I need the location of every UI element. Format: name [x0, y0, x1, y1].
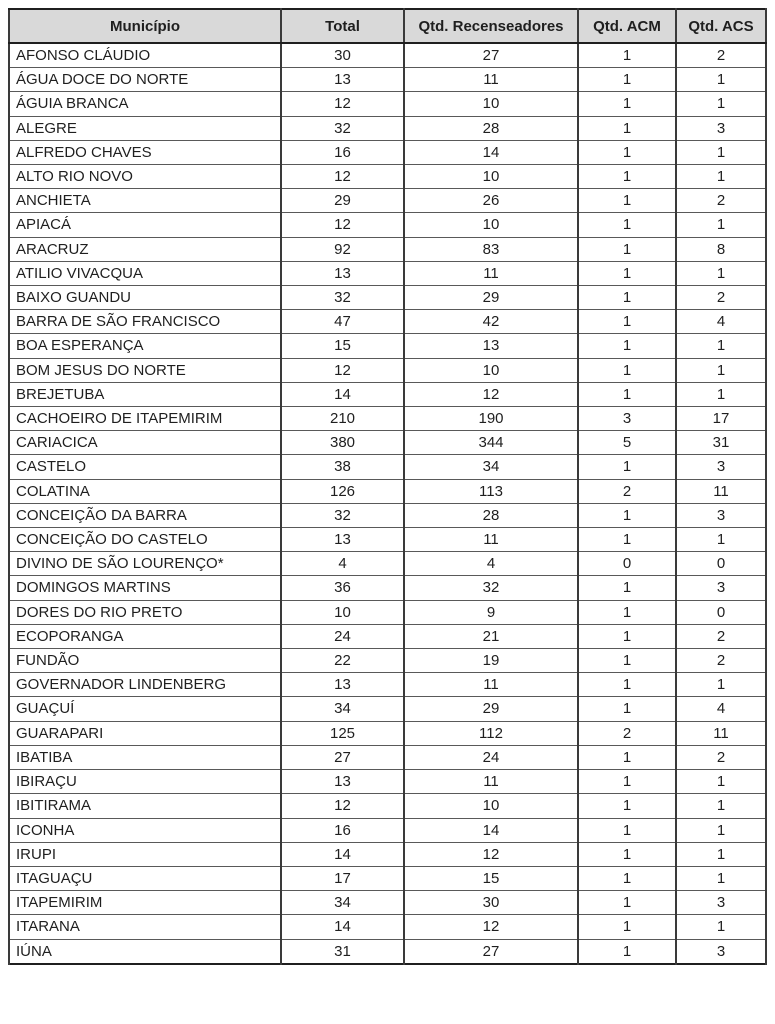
qtd-recenseadores-cell: 11 — [404, 770, 578, 794]
table-row — [9, 213, 766, 237]
total-cell: 13 — [281, 528, 404, 552]
qtd-recenseadores-cell: 10 — [404, 92, 578, 116]
table-row — [9, 189, 766, 213]
total-cell: 92 — [281, 237, 404, 261]
table-row — [9, 310, 766, 334]
qtd-acs-cell: 3 — [676, 891, 766, 915]
total-cell: 34 — [281, 891, 404, 915]
table-row — [9, 915, 766, 939]
municipality-cell: ATILIO VIVACQUA — [9, 261, 281, 285]
municipality-cell: FUNDÃO — [9, 649, 281, 673]
qtd-acs-cell: 4 — [676, 697, 766, 721]
table-row — [9, 649, 766, 673]
table-row — [9, 794, 766, 818]
qtd-acs-cell: 0 — [676, 552, 766, 576]
municipality-cell: BOM JESUS DO NORTE — [9, 358, 281, 382]
qtd-acm-cell: 1 — [578, 358, 676, 382]
qtd-recenseadores-cell: 190 — [404, 407, 578, 431]
qtd-recenseadores-cell: 10 — [404, 358, 578, 382]
qtd-acs-cell: 1 — [676, 770, 766, 794]
table-row — [9, 431, 766, 455]
total-cell: 31 — [281, 939, 404, 964]
qtd-recenseadores-cell: 10 — [404, 794, 578, 818]
municipality-cell: ARACRUZ — [9, 237, 281, 261]
municipality-cell: DIVINO DE SÃO LOURENÇO* — [9, 552, 281, 576]
municipality-cell: IRUPI — [9, 842, 281, 866]
column-header-total: Total — [281, 9, 404, 43]
qtd-recenseadores-cell: 344 — [404, 431, 578, 455]
municipality-census-table — [8, 8, 767, 965]
municipality-cell: BAIXO GUANDU — [9, 286, 281, 310]
qtd-acm-cell: 1 — [578, 382, 676, 406]
municipality-cell: ANCHIETA — [9, 189, 281, 213]
total-cell: 47 — [281, 310, 404, 334]
qtd-recenseadores-cell: 14 — [404, 818, 578, 842]
table-row — [9, 261, 766, 285]
qtd-acm-cell: 1 — [578, 237, 676, 261]
municipality-cell: BREJETUBA — [9, 382, 281, 406]
qtd-recenseadores-cell: 42 — [404, 310, 578, 334]
qtd-acs-cell: 3 — [676, 939, 766, 964]
qtd-acm-cell: 1 — [578, 189, 676, 213]
municipality-cell: ECOPORANGA — [9, 624, 281, 648]
qtd-acs-cell: 3 — [676, 455, 766, 479]
total-cell: 16 — [281, 818, 404, 842]
table-row — [9, 43, 766, 68]
qtd-acm-cell: 1 — [578, 334, 676, 358]
qtd-acm-cell: 0 — [578, 552, 676, 576]
header-row — [9, 9, 766, 43]
table-row — [9, 745, 766, 769]
total-cell: 380 — [281, 431, 404, 455]
qtd-acs-cell: 1 — [676, 213, 766, 237]
total-cell: 13 — [281, 68, 404, 92]
qtd-acm-cell: 1 — [578, 891, 676, 915]
qtd-recenseadores-cell: 11 — [404, 261, 578, 285]
total-cell: 12 — [281, 213, 404, 237]
qtd-acs-cell: 8 — [676, 237, 766, 261]
table-row — [9, 407, 766, 431]
qtd-acs-cell: 1 — [676, 334, 766, 358]
table-row — [9, 68, 766, 92]
municipality-cell: ÁGUIA BRANCA — [9, 92, 281, 116]
table-row — [9, 237, 766, 261]
qtd-acs-cell: 1 — [676, 382, 766, 406]
municipality-cell: CONCEIÇÃO DO CASTELO — [9, 528, 281, 552]
qtd-acs-cell: 1 — [676, 866, 766, 890]
total-cell: 32 — [281, 286, 404, 310]
qtd-acm-cell: 1 — [578, 286, 676, 310]
qtd-acm-cell: 1 — [578, 140, 676, 164]
total-cell: 10 — [281, 600, 404, 624]
municipality-cell: IBATIBA — [9, 745, 281, 769]
qtd-recenseadores-cell: 83 — [404, 237, 578, 261]
column-header-qtd-recenseadores: Qtd. Recenseadores — [404, 9, 578, 43]
municipality-cell: ALFREDO CHAVES — [9, 140, 281, 164]
qtd-acm-cell: 1 — [578, 624, 676, 648]
total-cell: 4 — [281, 552, 404, 576]
municipality-cell: GOVERNADOR LINDENBERG — [9, 673, 281, 697]
qtd-recenseadores-cell: 19 — [404, 649, 578, 673]
qtd-acs-cell: 11 — [676, 479, 766, 503]
table-row — [9, 600, 766, 624]
qtd-acs-cell: 1 — [676, 358, 766, 382]
table-row — [9, 165, 766, 189]
qtd-acs-cell: 3 — [676, 116, 766, 140]
municipality-cell: APIACÁ — [9, 213, 281, 237]
table-row — [9, 116, 766, 140]
table-row — [9, 673, 766, 697]
qtd-acs-cell: 1 — [676, 673, 766, 697]
table-row — [9, 334, 766, 358]
qtd-acm-cell: 2 — [578, 479, 676, 503]
total-cell: 14 — [281, 382, 404, 406]
total-cell: 15 — [281, 334, 404, 358]
qtd-recenseadores-cell: 13 — [404, 334, 578, 358]
table-row — [9, 721, 766, 745]
total-cell: 27 — [281, 745, 404, 769]
table-body — [9, 43, 766, 964]
municipality-cell: GUAÇUÍ — [9, 697, 281, 721]
qtd-acs-cell: 1 — [676, 794, 766, 818]
qtd-recenseadores-cell: 12 — [404, 842, 578, 866]
qtd-acs-cell: 2 — [676, 649, 766, 673]
total-cell: 36 — [281, 576, 404, 600]
qtd-acm-cell: 1 — [578, 261, 676, 285]
municipality-cell: ICONHA — [9, 818, 281, 842]
total-cell: 38 — [281, 455, 404, 479]
table-row — [9, 697, 766, 721]
municipality-cell: IBIRAÇU — [9, 770, 281, 794]
qtd-acs-cell: 1 — [676, 915, 766, 939]
qtd-acs-cell: 1 — [676, 528, 766, 552]
total-cell: 12 — [281, 92, 404, 116]
qtd-acs-cell: 2 — [676, 286, 766, 310]
qtd-acs-cell: 2 — [676, 624, 766, 648]
total-cell: 13 — [281, 261, 404, 285]
column-header-qtd-acm: Qtd. ACM — [578, 9, 676, 43]
municipality-cell: ÁGUA DOCE DO NORTE — [9, 68, 281, 92]
municipality-cell: ALEGRE — [9, 116, 281, 140]
qtd-acs-cell: 0 — [676, 600, 766, 624]
table-row — [9, 866, 766, 890]
table-row — [9, 455, 766, 479]
qtd-acm-cell: 1 — [578, 866, 676, 890]
qtd-acm-cell: 5 — [578, 431, 676, 455]
qtd-recenseadores-cell: 24 — [404, 745, 578, 769]
qtd-recenseadores-cell: 113 — [404, 479, 578, 503]
table-row — [9, 479, 766, 503]
qtd-recenseadores-cell: 29 — [404, 286, 578, 310]
qtd-acm-cell: 1 — [578, 794, 676, 818]
qtd-acm-cell: 1 — [578, 68, 676, 92]
table-row — [9, 382, 766, 406]
qtd-recenseadores-cell: 28 — [404, 116, 578, 140]
total-cell: 210 — [281, 407, 404, 431]
qtd-acm-cell: 1 — [578, 818, 676, 842]
qtd-recenseadores-cell: 15 — [404, 866, 578, 890]
column-header-qtd-acs: Qtd. ACS — [676, 9, 766, 43]
qtd-recenseadores-cell: 30 — [404, 891, 578, 915]
qtd-recenseadores-cell: 4 — [404, 552, 578, 576]
qtd-recenseadores-cell: 12 — [404, 915, 578, 939]
table-row — [9, 286, 766, 310]
table-row — [9, 842, 766, 866]
qtd-acs-cell: 3 — [676, 503, 766, 527]
municipality-cell: DORES DO RIO PRETO — [9, 600, 281, 624]
qtd-acs-cell: 2 — [676, 43, 766, 68]
total-cell: 30 — [281, 43, 404, 68]
qtd-acs-cell: 1 — [676, 261, 766, 285]
qtd-recenseadores-cell: 27 — [404, 939, 578, 964]
municipality-cell: CARIACICA — [9, 431, 281, 455]
qtd-acs-cell: 2 — [676, 745, 766, 769]
total-cell: 24 — [281, 624, 404, 648]
table-row — [9, 140, 766, 164]
qtd-recenseadores-cell: 26 — [404, 189, 578, 213]
total-cell: 32 — [281, 503, 404, 527]
qtd-acm-cell: 1 — [578, 939, 676, 964]
municipality-cell: AFONSO CLÁUDIO — [9, 43, 281, 68]
municipality-cell: ITAGUAÇU — [9, 866, 281, 890]
total-cell: 12 — [281, 165, 404, 189]
qtd-recenseadores-cell: 11 — [404, 68, 578, 92]
qtd-recenseadores-cell: 10 — [404, 213, 578, 237]
qtd-acm-cell: 1 — [578, 745, 676, 769]
municipality-cell: DOMINGOS MARTINS — [9, 576, 281, 600]
total-cell: 12 — [281, 794, 404, 818]
qtd-acm-cell: 1 — [578, 842, 676, 866]
table-row — [9, 358, 766, 382]
qtd-acs-cell: 1 — [676, 165, 766, 189]
qtd-acs-cell: 17 — [676, 407, 766, 431]
qtd-recenseadores-cell: 11 — [404, 528, 578, 552]
qtd-recenseadores-cell: 34 — [404, 455, 578, 479]
municipality-cell: CASTELO — [9, 455, 281, 479]
qtd-acm-cell: 1 — [578, 528, 676, 552]
table-row — [9, 818, 766, 842]
table-row — [9, 528, 766, 552]
qtd-recenseadores-cell: 27 — [404, 43, 578, 68]
municipality-cell: CONCEIÇÃO DA BARRA — [9, 503, 281, 527]
table-row — [9, 92, 766, 116]
qtd-acs-cell: 11 — [676, 721, 766, 745]
qtd-acm-cell: 1 — [578, 116, 676, 140]
qtd-recenseadores-cell: 28 — [404, 503, 578, 527]
qtd-acs-cell: 1 — [676, 842, 766, 866]
municipality-cell: ITARANA — [9, 915, 281, 939]
total-cell: 13 — [281, 673, 404, 697]
qtd-acm-cell: 1 — [578, 503, 676, 527]
column-header-municipio: Município — [9, 9, 281, 43]
qtd-recenseadores-cell: 32 — [404, 576, 578, 600]
total-cell: 14 — [281, 915, 404, 939]
table-row — [9, 770, 766, 794]
qtd-acm-cell: 1 — [578, 43, 676, 68]
qtd-acm-cell: 1 — [578, 673, 676, 697]
qtd-recenseadores-cell: 21 — [404, 624, 578, 648]
qtd-acs-cell: 31 — [676, 431, 766, 455]
total-cell: 22 — [281, 649, 404, 673]
municipality-cell: GUARAPARI — [9, 721, 281, 745]
total-cell: 125 — [281, 721, 404, 745]
qtd-acm-cell: 1 — [578, 576, 676, 600]
qtd-recenseadores-cell: 11 — [404, 673, 578, 697]
total-cell: 17 — [281, 866, 404, 890]
table-row — [9, 503, 766, 527]
qtd-acm-cell: 1 — [578, 697, 676, 721]
qtd-acm-cell: 1 — [578, 915, 676, 939]
qtd-acm-cell: 1 — [578, 310, 676, 334]
total-cell: 14 — [281, 842, 404, 866]
qtd-acm-cell: 1 — [578, 649, 676, 673]
municipality-cell: BOA ESPERANÇA — [9, 334, 281, 358]
municipality-cell: COLATINA — [9, 479, 281, 503]
qtd-acs-cell: 1 — [676, 140, 766, 164]
qtd-acs-cell: 1 — [676, 68, 766, 92]
table-row — [9, 624, 766, 648]
qtd-acm-cell: 1 — [578, 92, 676, 116]
qtd-recenseadores-cell: 9 — [404, 600, 578, 624]
table-row — [9, 576, 766, 600]
qtd-acm-cell: 3 — [578, 407, 676, 431]
qtd-acm-cell: 1 — [578, 165, 676, 189]
qtd-acs-cell: 1 — [676, 818, 766, 842]
qtd-recenseadores-cell: 10 — [404, 165, 578, 189]
qtd-acm-cell: 1 — [578, 455, 676, 479]
total-cell: 29 — [281, 189, 404, 213]
qtd-acs-cell: 4 — [676, 310, 766, 334]
municipality-cell: ALTO RIO NOVO — [9, 165, 281, 189]
qtd-recenseadores-cell: 12 — [404, 382, 578, 406]
municipality-cell: IBITIRAMA — [9, 794, 281, 818]
total-cell: 126 — [281, 479, 404, 503]
municipality-cell: ITAPEMIRIM — [9, 891, 281, 915]
qtd-acs-cell: 1 — [676, 92, 766, 116]
total-cell: 32 — [281, 116, 404, 140]
qtd-acm-cell: 1 — [578, 770, 676, 794]
total-cell: 12 — [281, 358, 404, 382]
qtd-acm-cell: 1 — [578, 600, 676, 624]
total-cell: 16 — [281, 140, 404, 164]
table-row — [9, 891, 766, 915]
qtd-acm-cell: 2 — [578, 721, 676, 745]
table-row — [9, 552, 766, 576]
qtd-recenseadores-cell: 14 — [404, 140, 578, 164]
total-cell: 13 — [281, 770, 404, 794]
municipality-cell: CACHOEIRO DE ITAPEMIRIM — [9, 407, 281, 431]
qtd-acm-cell: 1 — [578, 213, 676, 237]
qtd-acs-cell: 3 — [676, 576, 766, 600]
total-cell: 34 — [281, 697, 404, 721]
qtd-recenseadores-cell: 29 — [404, 697, 578, 721]
municipality-cell: BARRA DE SÃO FRANCISCO — [9, 310, 281, 334]
qtd-acs-cell: 2 — [676, 189, 766, 213]
qtd-recenseadores-cell: 112 — [404, 721, 578, 745]
table-row — [9, 939, 766, 964]
municipality-cell: IÚNA — [9, 939, 281, 964]
